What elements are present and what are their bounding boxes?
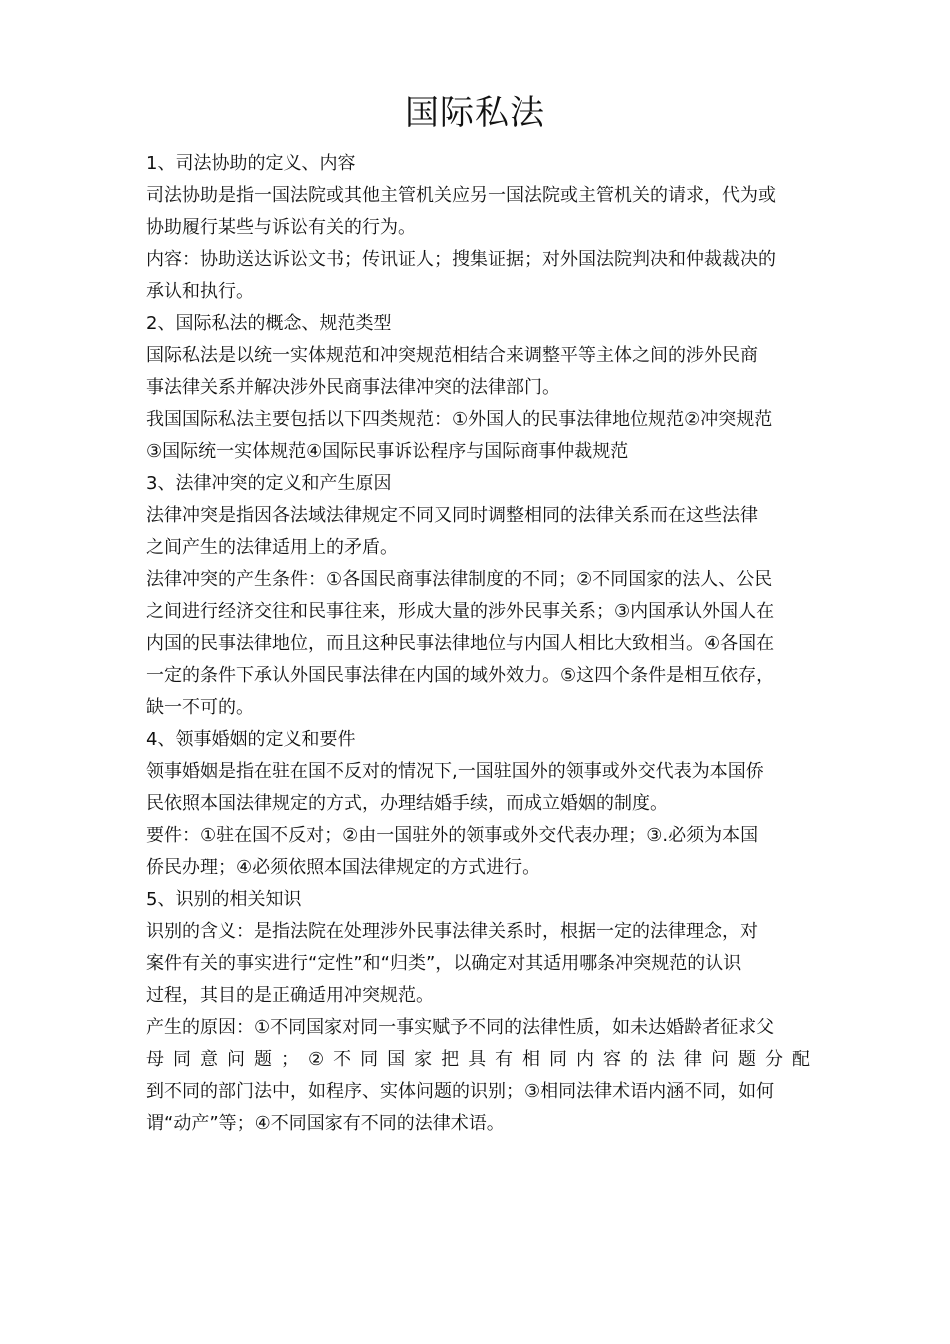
document-body [146, 148, 810, 1140]
paragraph-line: 之间进行经济交往和民事往来，形成大量的涉外民事关系；③内国承认外国人在 [146, 601, 775, 622]
document-title: 国际私法 [405, 93, 545, 133]
paragraph-line: 内国的民事法律地位，而且这种民事法律地位与内国人相比大致相当。④各国在 [146, 633, 775, 654]
paragraph-line: 民依照本国法律规定的方式，办理结婚手续，而成立婚姻的制度。 [146, 793, 668, 814]
paragraph-line: 法律冲突是指因各法域法律规定不同又同时调整相同的法律关系而在这些法律 [146, 505, 758, 526]
section-heading: 3、法律冲突的定义和产生原因 [146, 473, 392, 494]
paragraph-line: 一定的条件下承认外国民事法律在内国的域外效力。⑤这四个条件是相互依存， [146, 665, 775, 686]
paragraph-line: 侨民办理；④必须依照本国法律规定的方式进行。 [146, 857, 541, 878]
section-heading: 1、司法协助的定义、内容 [146, 153, 356, 174]
paragraph-line-justified: 母同意问题；②不同国家把具有相同内容的法律问题分配 [146, 1049, 810, 1070]
paragraph-line: 承认和执行。 [146, 281, 254, 302]
paragraph-line: 过程，其目的是正确适用冲突规范。 [146, 985, 434, 1006]
paragraph-line: 谓“动产”等；④不同国家有不同的法律术语。 [146, 1113, 505, 1134]
paragraph-line: 产生的原因：①不同国家对同一事实赋予不同的法律性质，如未达婚龄者征求父 [146, 1017, 775, 1038]
paragraph-line: 我国国际私法主要包括以下四类规范：①外国人的民事法律地位规范②冲突规范 [146, 409, 773, 430]
paragraph-line: 司法协助是指一国法院或其他主管机关应另一国法院或主管机关的请求，代为或 [146, 185, 776, 206]
paragraph-line: 协助履行某些与诉讼有关的行为。 [146, 217, 416, 238]
paragraph-line: 法律冲突的产生条件：①各国民商事法律制度的不同；②不同国家的法人、公民 [146, 569, 773, 590]
paragraph-line: 领事婚姻是指在驻在国不反对的情况下,一国驻国外的领事或外交代表为本国侨 [146, 761, 764, 782]
paragraph-line: 事法律关系并解决涉外民商事法律冲突的法律部门。 [146, 377, 560, 398]
paragraph-line: 要件：①驻在国不反对；②由一国驻外的领事或外交代表办理；③.必须为本国 [146, 825, 759, 846]
paragraph-line: 国际私法是以统一实体规范和冲突规范相结合来调整平等主体之间的涉外民商 [146, 345, 758, 366]
paragraph-line: ③国际统一实体规范④国际民事诉讼程序与国际商事仲裁规范 [146, 441, 629, 462]
paragraph-line: 缺一不可的。 [146, 697, 254, 718]
paragraph-line: 案件有关的事实进行“定性”和“归类”，以确定对其适用哪条冲突规范的认识 [146, 953, 742, 974]
paragraph-line: 到不同的部门法中，如程序、实体问题的识别；③相同法律术语内涵不同，如何 [146, 1081, 775, 1102]
section-heading: 2、国际私法的概念、规范类型 [146, 313, 392, 334]
paragraph-line: 内容：协助送达诉讼文书；传讯证人；搜集证据；对外国法院判决和仲裁裁决的 [146, 249, 776, 270]
paragraph-line: 识别的含义：是指法院在处理涉外民事法律关系时，根据一定的法律理念，对 [146, 921, 758, 942]
paragraph-line: 之间产生的法律适用上的矛盾。 [146, 537, 398, 558]
section-heading: 4、领事婚姻的定义和要件 [146, 729, 356, 750]
section-heading: 5、识别的相关知识 [146, 889, 302, 910]
